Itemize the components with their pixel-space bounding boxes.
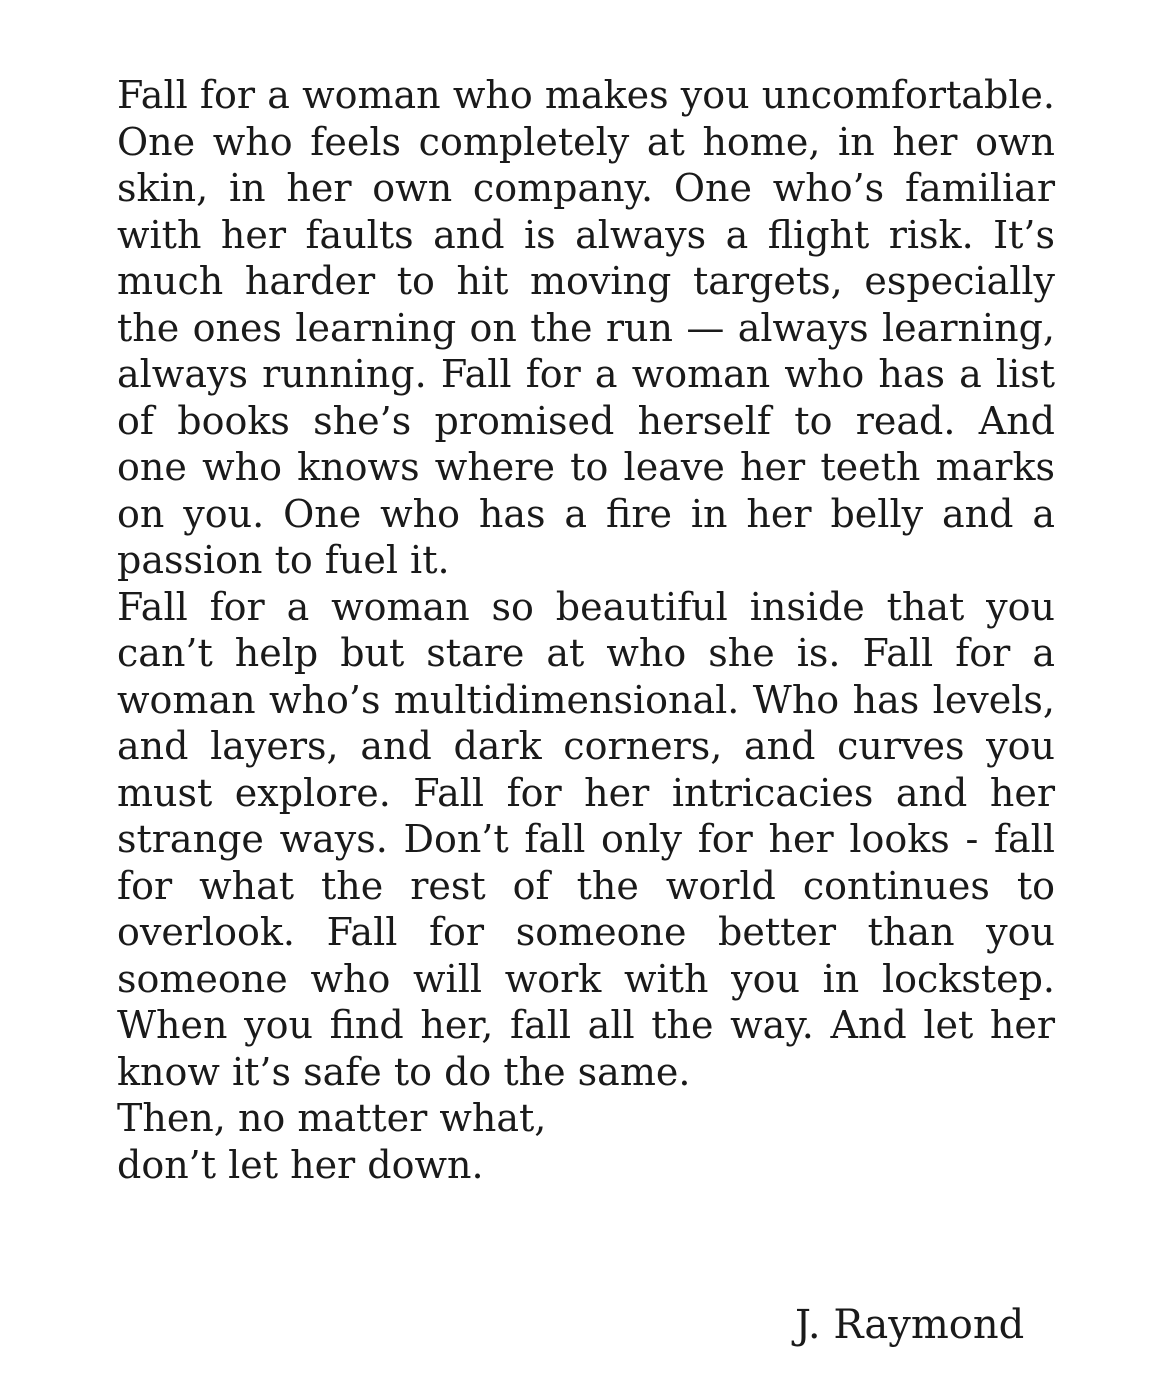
poem-closing-line-2: don’t let her down. — [117, 1142, 484, 1187]
poem-closing-line-1: Then, no matter what, — [117, 1096, 547, 1140]
poem-paragraph-1: Fall for a woman who makes you uncomfortable. One who feels completely at home, in her own skin, in her own company. One who’s familiar with her faults and is always a flight risk. It’s much harder to hit moving targets, especially the ones learning on the run — always learning, always running. Fall for a woman who has a list of books she’s promised herself to read. And one who knows where to leave her teeth marks on you. One who has a fire in her belly and a passion to fuel it. — [117, 73, 1055, 582]
poem-body — [117, 72, 1055, 1188]
author-signature: J. Raymond — [795, 1302, 1025, 1348]
poem-paragraph-2: Fall for a woman so beautiful inside that you can’t help but stare at who she is. Fall for a woman who’s multidimensional. Who has levels, and layers, and dark corners, and curves you must explore. Fall for her intricacies and her strange ways. Don’t fall only for her looks - fall for what the rest of the world continues to overlook. Fall for someone better than you someone who will work with you in lockstep. When you find her, fall all the way. And let her know it’s safe to do the same. — [117, 584, 1055, 1094]
